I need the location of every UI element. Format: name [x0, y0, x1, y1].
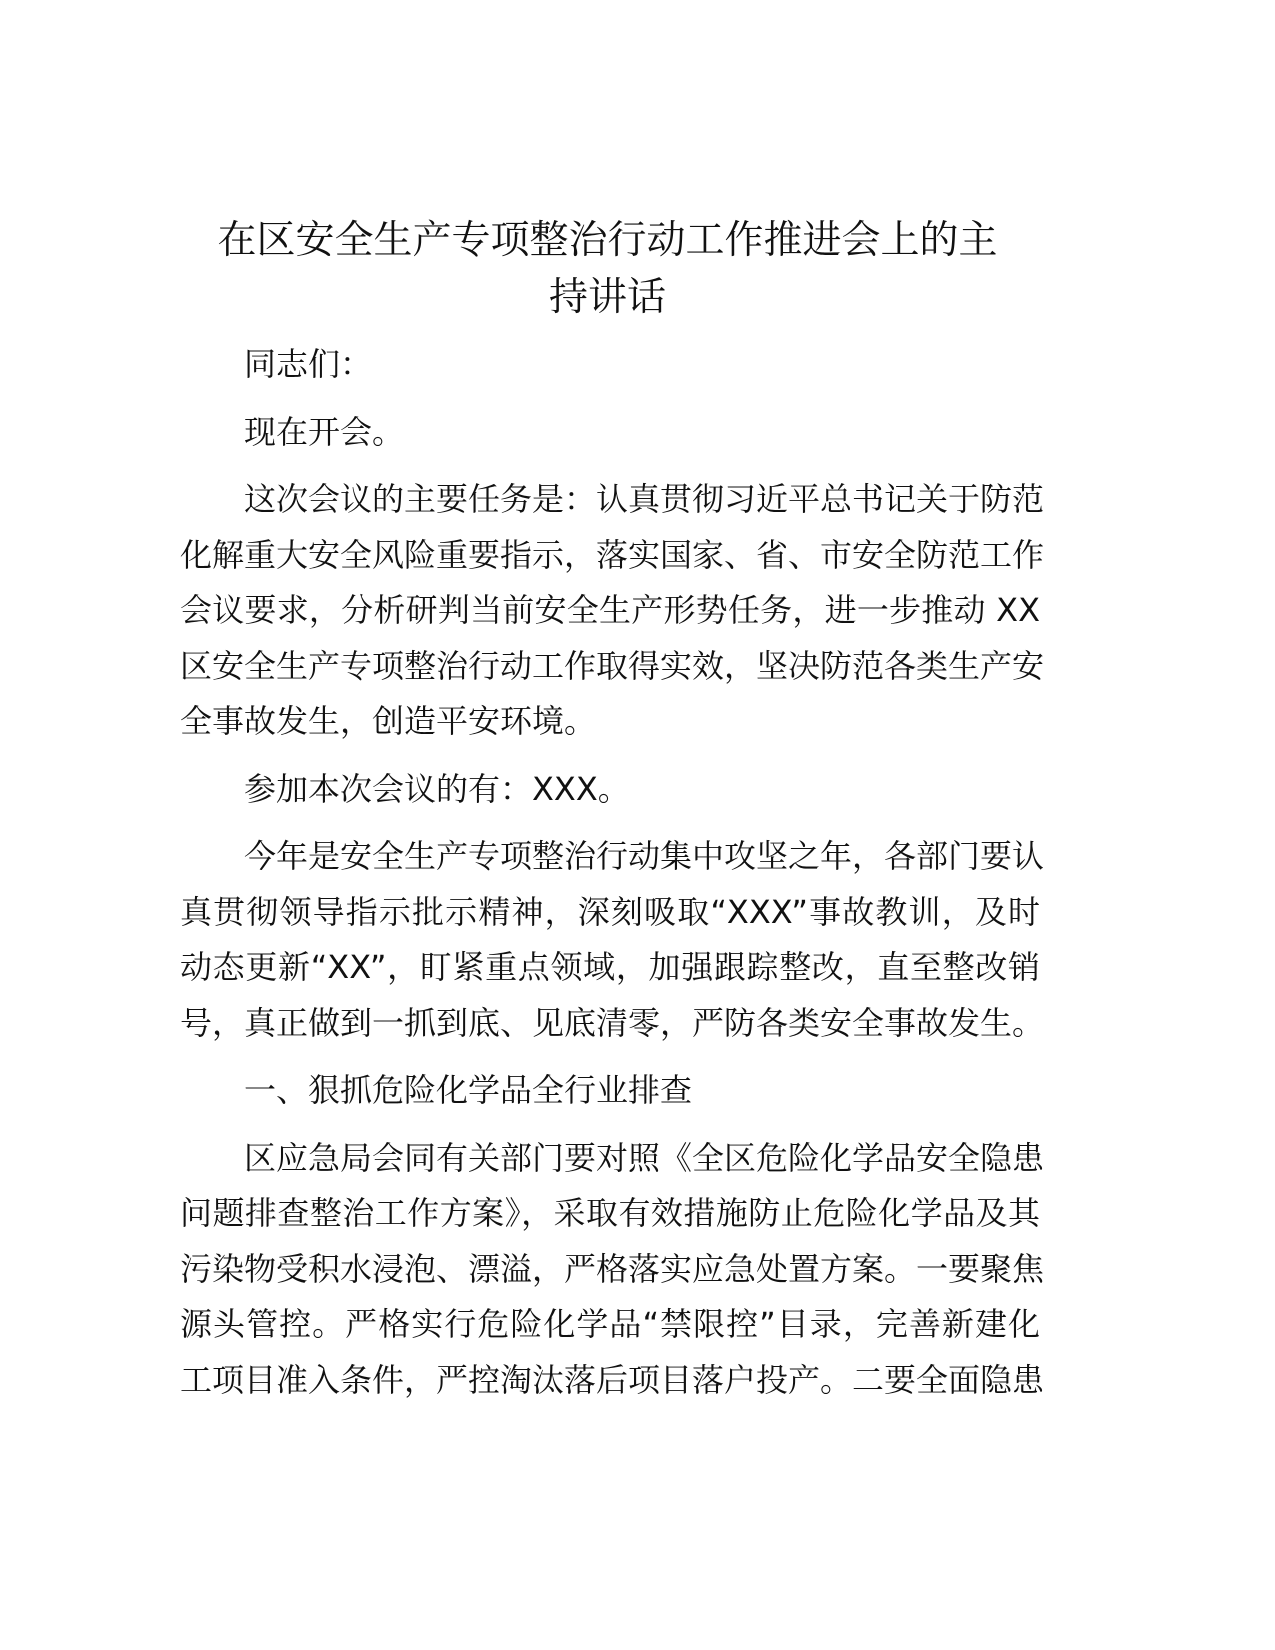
paragraph-line: 这次会议的主要任务是：认真贯彻习近平总书记关于防范 — [244, 480, 1045, 518]
paragraph-line: 化解重大安全风险重要指示，落实国家、省、市安全防范工作 — [180, 535, 1045, 574]
paragraph-line: 今年是安全生产专项整治行动集中攻坚之年，各部门要认 — [244, 837, 1045, 875]
paragraph-line: 动态更新“XX”，盯紧重点领域，加强跟踪整改，直至整改销 — [180, 948, 1040, 986]
paragraph — [180, 1063, 1040, 1119]
paragraph — [180, 829, 1045, 1051]
paragraph-line: 会议要求，分析研判当前安全生产形势任务，进一步推动 XX — [180, 591, 1040, 629]
paragraph-line: 同志们： — [244, 345, 373, 383]
document-title — [160, 212, 1055, 326]
document-body — [180, 337, 1045, 1420]
paragraph-line: 区应急局会同有关部门要对照《全区危险化学品安全隐患 — [244, 1138, 1045, 1177]
paragraph-line: 现在开会。 — [244, 412, 405, 451]
paragraph-line: 源头管控。严格实行危险化学品“禁限控”目录，完善新建化 — [180, 1305, 1040, 1343]
paragraph — [180, 472, 1045, 750]
paragraph-line: 问题排查整治工作方案》，采取有效措施防止危险化学品及其 — [180, 1194, 1040, 1232]
paragraph-line: 工项目准入条件，严控淘汰落后项目落户投产。二要全面隐患 — [180, 1360, 1045, 1399]
paragraph — [180, 337, 1040, 393]
paragraph — [180, 762, 1040, 818]
paragraph-line: 一、狠抓危险化学品全行业排查 — [244, 1071, 693, 1109]
paragraph-line: 污染物受积水浸泡、漂溢，严格落实应急处置方案。一要聚焦 — [180, 1249, 1045, 1288]
paragraph-line: 区安全生产专项整治行动工作取得实效，坚决防范各类生产安 — [180, 646, 1045, 685]
title-line: 持讲话 — [548, 275, 666, 320]
paragraph-line: 号，真正做到一抓到底、见底清零，严防各类安全事故发生。 — [180, 1003, 1045, 1042]
paragraph — [180, 1131, 1045, 1409]
title-line: 在区安全生产专项整治行动工作推进会上的主 — [217, 218, 998, 263]
paragraph-line: 真贯彻领导指示批示精神，深刻吸取“XXX”事故教训，及时 — [180, 892, 1040, 931]
paragraph-line: 参加本次会议的有：XXX。 — [244, 769, 630, 808]
paragraph — [180, 405, 1040, 461]
paragraph-line: 全事故发生，创造平安环境。 — [180, 702, 597, 740]
